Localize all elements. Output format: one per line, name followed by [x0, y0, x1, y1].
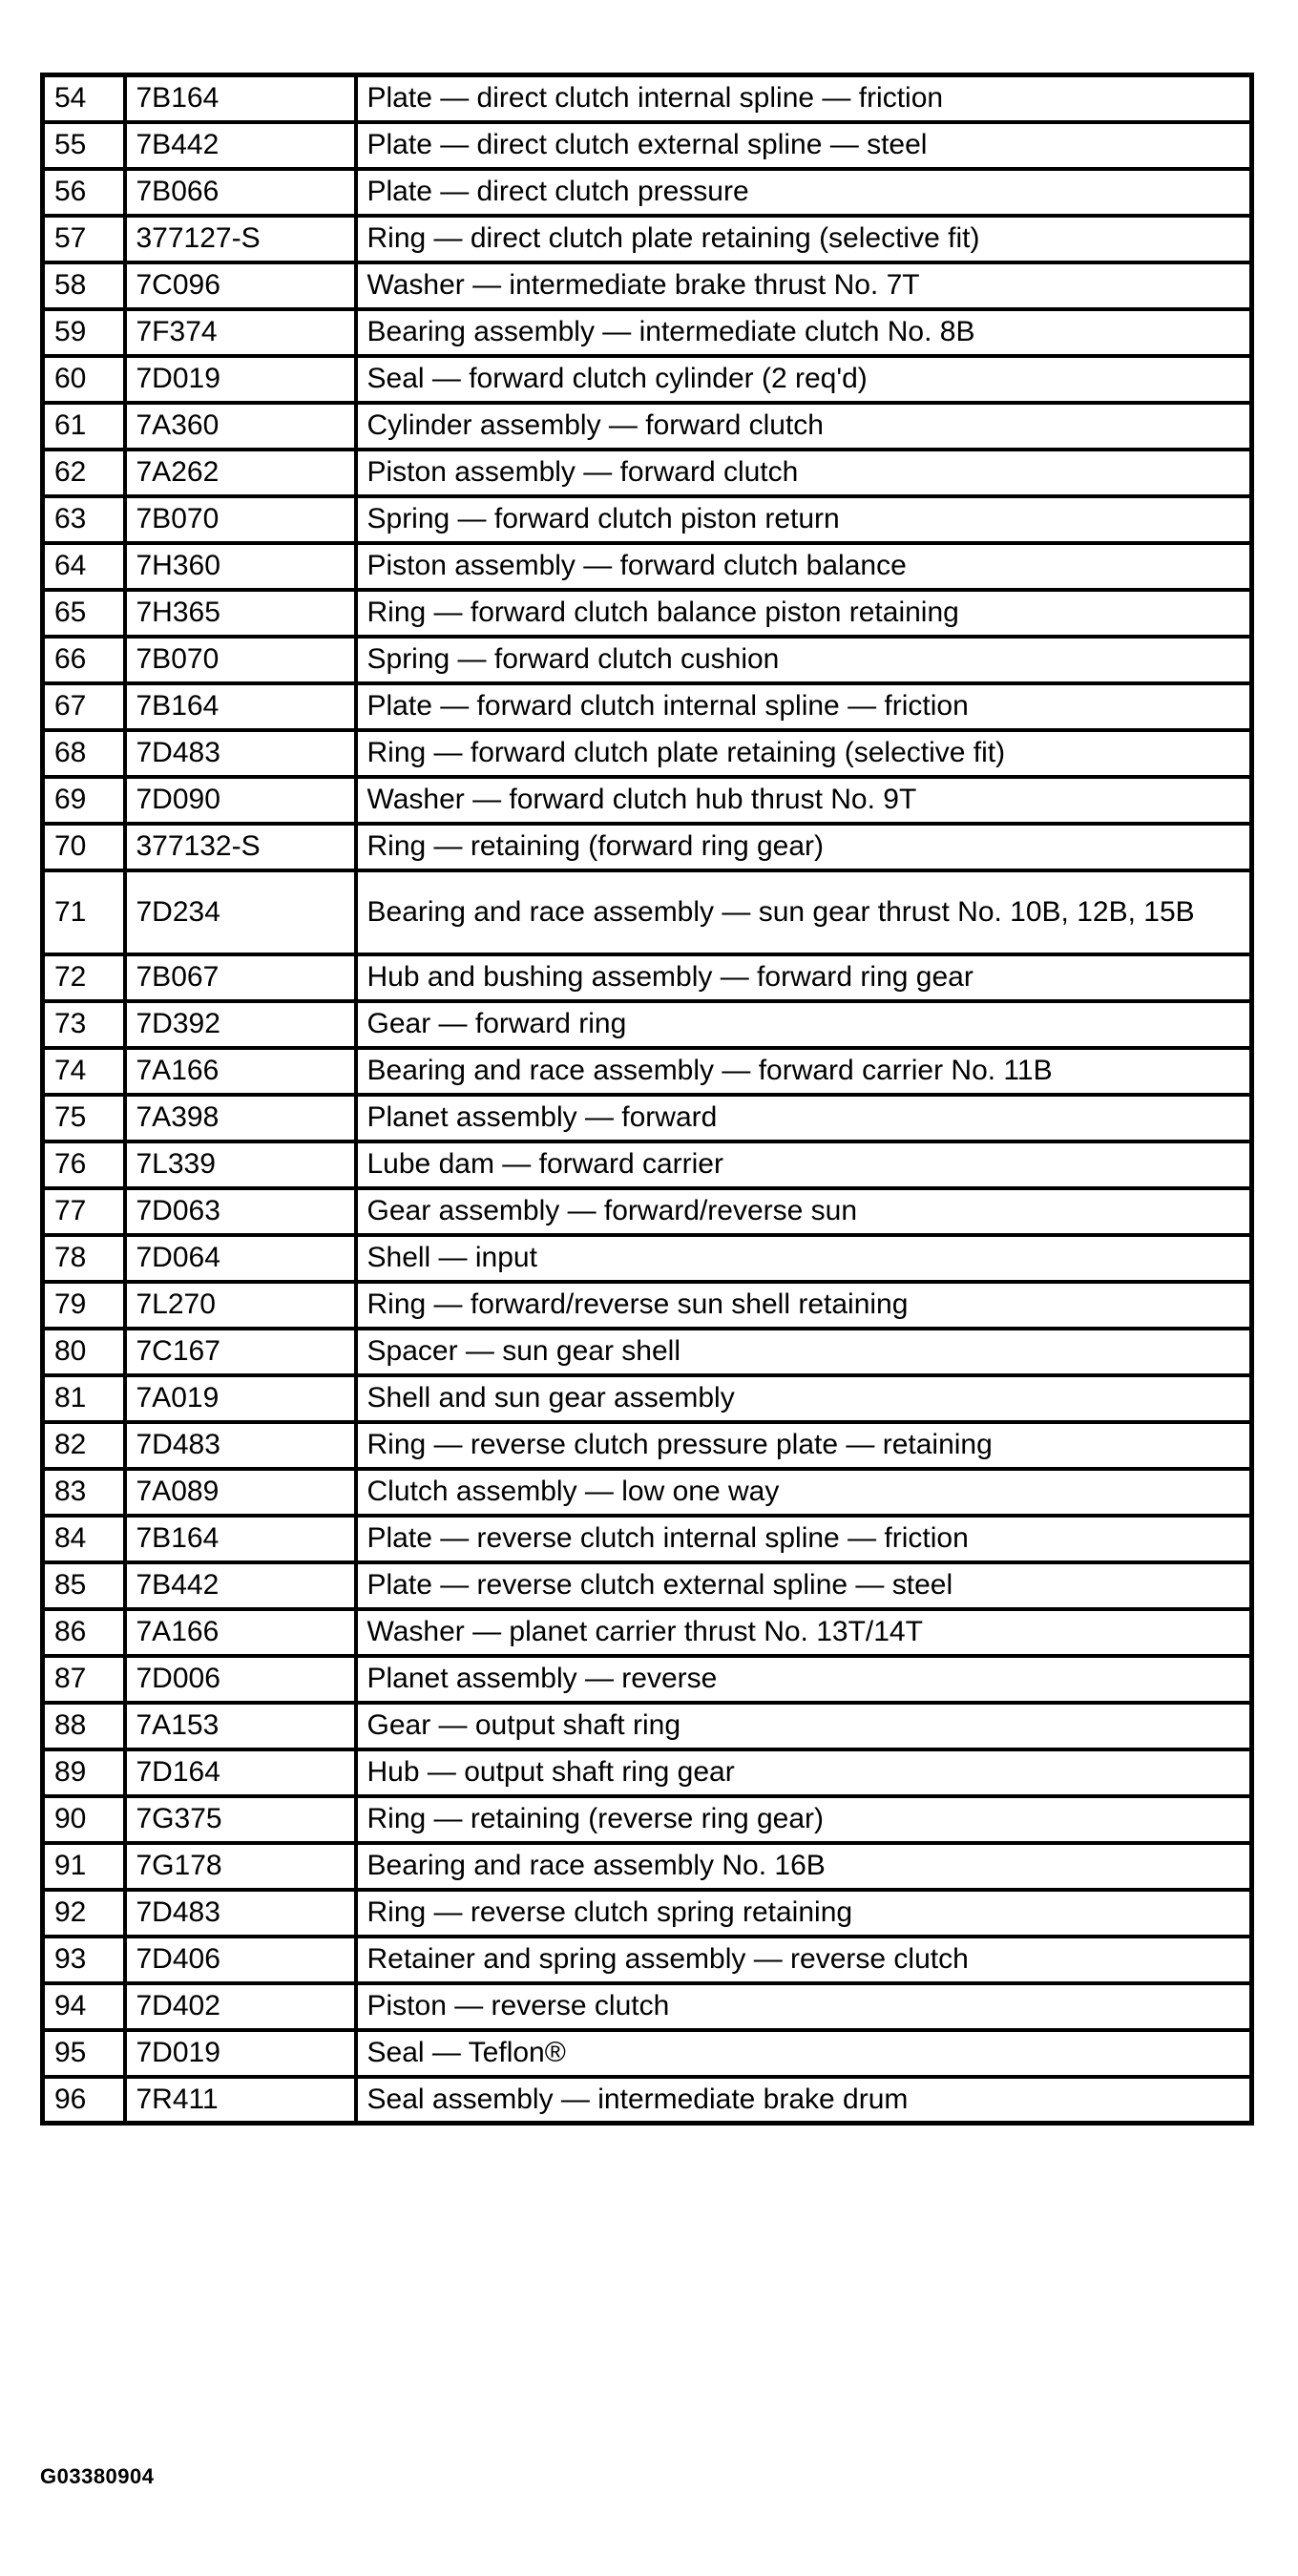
description-cell: Ring — reverse clutch pressure plate — retaining [356, 1422, 1252, 1469]
description-cell: Planet assembly — reverse [356, 1656, 1252, 1703]
part-number-cell: 7A166 [125, 1609, 356, 1656]
part-number-cell: 7G375 [125, 1796, 356, 1843]
description-cell: Plate — forward clutch internal spline — friction [356, 683, 1252, 730]
description-cell: Bearing assembly — intermediate clutch No. 8B [356, 309, 1252, 356]
item-number-cell: 82 [43, 1422, 125, 1469]
table-row [43, 1656, 1252, 1703]
part-number-cell: 7D483 [125, 1422, 356, 1469]
part-number-cell: 7G178 [125, 1843, 356, 1890]
description-cell: Seal — Teflon® [356, 2030, 1252, 2077]
part-number-cell: 7D483 [125, 1890, 356, 1937]
item-number-cell: 83 [43, 1469, 125, 1516]
description-cell: Ring — reverse clutch spring retaining [356, 1890, 1252, 1937]
description-cell: Piston — reverse clutch [356, 1983, 1252, 2030]
part-number-cell: 7D164 [125, 1749, 356, 1796]
part-number-cell: 7A089 [125, 1469, 356, 1516]
table-row [43, 1796, 1252, 1843]
item-number-cell: 95 [43, 2030, 125, 2077]
table-row [43, 590, 1252, 637]
part-number-cell: 7B164 [125, 75, 356, 122]
description-cell: Ring — forward/reverse sun shell retaining [356, 1282, 1252, 1329]
item-number-cell: 68 [43, 730, 125, 777]
description-cell: Ring — forward clutch balance piston retaining [356, 590, 1252, 637]
part-number-cell: 7B070 [125, 496, 356, 543]
table-row [43, 954, 1252, 1001]
description-cell: Ring — retaining (forward ring gear) [356, 824, 1252, 870]
item-number-cell: 65 [43, 590, 125, 637]
part-number-cell: 7D019 [125, 356, 356, 403]
description-cell: Gear — output shaft ring [356, 1703, 1252, 1749]
parts-table-body [43, 75, 1252, 2124]
item-number-cell: 78 [43, 1235, 125, 1282]
table-row [43, 1562, 1252, 1609]
table-row [43, 1890, 1252, 1937]
table-row [43, 1843, 1252, 1890]
table-row [43, 1422, 1252, 1469]
part-number-cell: 7D090 [125, 777, 356, 824]
table-row [43, 1329, 1252, 1375]
item-number-cell: 92 [43, 1890, 125, 1937]
item-number-cell: 89 [43, 1749, 125, 1796]
table-row [43, 1983, 1252, 2030]
table-row [43, 683, 1252, 730]
part-number-cell: 7B067 [125, 954, 356, 1001]
table-row [43, 169, 1252, 216]
description-cell: Retainer and spring assembly — reverse clutch [356, 1937, 1252, 1983]
table-row [43, 2077, 1252, 2124]
part-number-cell: 7B164 [125, 683, 356, 730]
part-number-cell: 7D063 [125, 1188, 356, 1235]
description-cell: Shell and sun gear assembly [356, 1375, 1252, 1422]
part-number-cell: 7C096 [125, 262, 356, 309]
part-number-cell: 7B164 [125, 1516, 356, 1562]
description-cell: Washer — forward clutch hub thrust No. 9T [356, 777, 1252, 824]
item-number-cell: 58 [43, 262, 125, 309]
part-number-cell: 7D234 [125, 870, 356, 954]
part-number-cell: 7A019 [125, 1375, 356, 1422]
description-cell: Plate — direct clutch external spline — steel [356, 122, 1252, 169]
part-number-cell: 7A166 [125, 1048, 356, 1095]
item-number-cell: 87 [43, 1656, 125, 1703]
description-cell: Plate — direct clutch pressure [356, 169, 1252, 216]
table-row [43, 1001, 1252, 1048]
description-cell: Lube dam — forward carrier [356, 1141, 1252, 1188]
item-number-cell: 77 [43, 1188, 125, 1235]
table-row [43, 870, 1252, 954]
item-number-cell: 64 [43, 543, 125, 590]
item-number-cell: 76 [43, 1141, 125, 1188]
item-number-cell: 66 [43, 637, 125, 683]
item-number-cell: 75 [43, 1095, 125, 1141]
part-number-cell: 7B442 [125, 122, 356, 169]
description-cell: Bearing and race assembly No. 16B [356, 1843, 1252, 1890]
table-row [43, 1516, 1252, 1562]
item-number-cell: 59 [43, 309, 125, 356]
description-cell: Washer — intermediate brake thrust No. 7T [356, 262, 1252, 309]
table-row [43, 1235, 1252, 1282]
part-number-cell: 7L270 [125, 1282, 356, 1329]
table-row [43, 1703, 1252, 1749]
item-number-cell: 60 [43, 356, 125, 403]
part-number-cell: 7A262 [125, 450, 356, 496]
item-number-cell: 88 [43, 1703, 125, 1749]
description-cell: Gear assembly — forward/reverse sun [356, 1188, 1252, 1235]
part-number-cell: 7H360 [125, 543, 356, 590]
part-number-cell: 7L339 [125, 1141, 356, 1188]
item-number-cell: 96 [43, 2077, 125, 2124]
figure-id: G03380904 [40, 2464, 155, 2488]
description-cell: Spring — forward clutch cushion [356, 637, 1252, 683]
item-number-cell: 62 [43, 450, 125, 496]
table-row [43, 496, 1252, 543]
item-number-cell: 63 [43, 496, 125, 543]
part-number-cell: 7B066 [125, 169, 356, 216]
table-row [43, 1469, 1252, 1516]
item-number-cell: 54 [43, 75, 125, 122]
item-number-cell: 94 [43, 1983, 125, 2030]
description-cell: Planet assembly — forward [356, 1095, 1252, 1141]
item-number-cell: 69 [43, 777, 125, 824]
part-number-cell: 7D064 [125, 1235, 356, 1282]
item-number-cell: 57 [43, 216, 125, 262]
part-number-cell: 7R411 [125, 2077, 356, 2124]
item-number-cell: 80 [43, 1329, 125, 1375]
table-row [43, 1188, 1252, 1235]
item-number-cell: 81 [43, 1375, 125, 1422]
part-number-cell: 7B442 [125, 1562, 356, 1609]
item-number-cell: 79 [43, 1282, 125, 1329]
description-cell: Gear — forward ring [356, 1001, 1252, 1048]
part-number-cell: 7D392 [125, 1001, 356, 1048]
item-number-cell: 70 [43, 824, 125, 870]
description-cell: Spring — forward clutch piston return [356, 496, 1252, 543]
table-row [43, 777, 1252, 824]
description-cell: Shell — input [356, 1235, 1252, 1282]
item-number-cell: 93 [43, 1937, 125, 1983]
part-number-cell: 7D402 [125, 1983, 356, 2030]
part-number-cell: 7A153 [125, 1703, 356, 1749]
table-row [43, 1609, 1252, 1656]
table-row [43, 450, 1252, 496]
table-row [43, 1048, 1252, 1095]
table-row [43, 637, 1252, 683]
part-number-cell: 7D019 [125, 2030, 356, 2077]
description-cell: Seal assembly — intermediate brake drum [356, 2077, 1252, 2124]
table-row [43, 1937, 1252, 1983]
description-cell: Seal — forward clutch cylinder (2 req'd) [356, 356, 1252, 403]
description-cell: Hub — output shaft ring gear [356, 1749, 1252, 1796]
table-row [43, 356, 1252, 403]
item-number-cell: 74 [43, 1048, 125, 1095]
item-number-cell: 72 [43, 954, 125, 1001]
part-number-cell: 7B070 [125, 637, 356, 683]
description-cell: Plate — direct clutch internal spline — friction [356, 75, 1252, 122]
table-row [43, 543, 1252, 590]
table-row [43, 824, 1252, 870]
description-cell: Piston assembly — forward clutch [356, 450, 1252, 496]
description-cell: Clutch assembly — low one way [356, 1469, 1252, 1516]
description-cell: Cylinder assembly — forward clutch [356, 403, 1252, 450]
table-row [43, 262, 1252, 309]
table-row [43, 216, 1252, 262]
table-row [43, 2030, 1252, 2077]
description-cell: Hub and bushing assembly — forward ring gear [356, 954, 1252, 1001]
part-number-cell: 377132-S [125, 824, 356, 870]
table-row [43, 309, 1252, 356]
description-cell: Ring — direct clutch plate retaining (selective fit) [356, 216, 1252, 262]
item-number-cell: 67 [43, 683, 125, 730]
table-row [43, 730, 1252, 777]
description-cell: Spacer — sun gear shell [356, 1329, 1252, 1375]
part-number-cell: 7C167 [125, 1329, 356, 1375]
description-cell: Ring — forward clutch plate retaining (selective fit) [356, 730, 1252, 777]
table-row [43, 75, 1252, 122]
description-cell: Plate — reverse clutch external spline — steel [356, 1562, 1252, 1609]
item-number-cell: 71 [43, 870, 125, 954]
description-cell: Piston assembly — forward clutch balance [356, 543, 1252, 590]
part-number-cell: 7D006 [125, 1656, 356, 1703]
description-cell: Plate — reverse clutch internal spline — friction [356, 1516, 1252, 1562]
item-number-cell: 91 [43, 1843, 125, 1890]
part-number-cell: 7A398 [125, 1095, 356, 1141]
item-number-cell: 85 [43, 1562, 125, 1609]
item-number-cell: 55 [43, 122, 125, 169]
table-row [43, 1095, 1252, 1141]
item-number-cell: 90 [43, 1796, 125, 1843]
part-number-cell: 7D483 [125, 730, 356, 777]
description-cell: Washer — planet carrier thrust No. 13T/14T [356, 1609, 1252, 1656]
parts-table [40, 73, 1254, 2126]
item-number-cell: 73 [43, 1001, 125, 1048]
part-number-cell: 7H365 [125, 590, 356, 637]
item-number-cell: 84 [43, 1516, 125, 1562]
part-number-cell: 7D406 [125, 1937, 356, 1983]
table-row [43, 1282, 1252, 1329]
part-number-cell: 7F374 [125, 309, 356, 356]
item-number-cell: 86 [43, 1609, 125, 1656]
part-number-cell: 377127-S [125, 216, 356, 262]
description-cell: Ring — retaining (reverse ring gear) [356, 1796, 1252, 1843]
table-row [43, 1375, 1252, 1422]
item-number-cell: 61 [43, 403, 125, 450]
description-cell: Bearing and race assembly — forward carrier No. 11B [356, 1048, 1252, 1095]
description-cell: Bearing and race assembly — sun gear thrust No. 10B, 12B, 15B [356, 870, 1252, 954]
table-row [43, 403, 1252, 450]
table-row [43, 1749, 1252, 1796]
table-row [43, 122, 1252, 169]
table-row [43, 1141, 1252, 1188]
part-number-cell: 7A360 [125, 403, 356, 450]
item-number-cell: 56 [43, 169, 125, 216]
